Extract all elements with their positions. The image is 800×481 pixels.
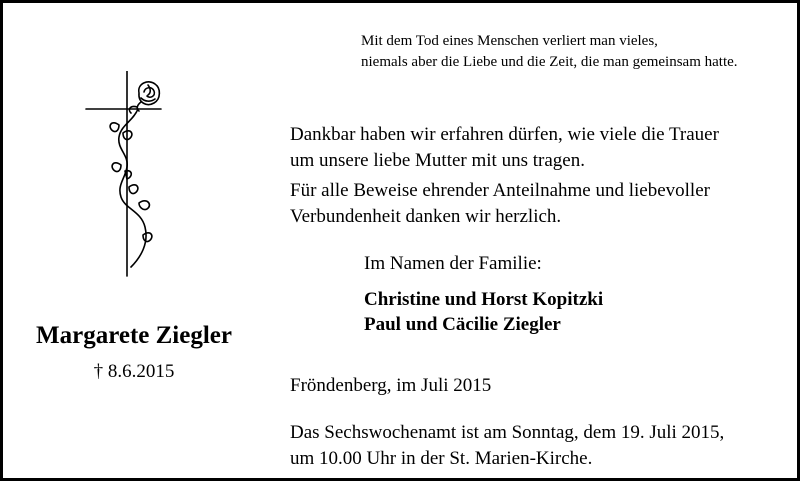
- signer-name: Christine und Horst Kopitzki: [364, 289, 604, 310]
- family-intro: Im Namen der Familie:: [364, 253, 542, 274]
- place-and-date: Fröndenberg, im Juli 2015: [290, 375, 492, 396]
- quote-line-1: Mit dem Tod eines Menschen verliert man vieles,: [361, 33, 658, 49]
- death-date: † 8.6.2015: [93, 361, 175, 382]
- service-line-1: Das Sechswochenamt ist am Sonntag, dem 19. Juli 2015,: [290, 422, 725, 443]
- quote-line-2: niemals aber die Liebe und die Zeit, die man gemeinsam hatte.: [361, 54, 738, 70]
- deceased-name: Margarete Ziegler: [36, 322, 232, 349]
- service-line-2: um 10.00 Uhr in der St. Marien-Kirche.: [290, 448, 593, 469]
- thanks-p2-line-2: Verbundenheit danken wir herzlich.: [290, 206, 562, 227]
- thanks-paragraph-2: [290, 178, 710, 230]
- memorial-quote: [361, 31, 738, 73]
- service-announcement: [290, 420, 724, 472]
- thanks-paragraph-1: [290, 122, 719, 174]
- thanks-p1-line-2: um unsere liebe Mutter mit uns tragen.: [290, 150, 585, 171]
- family-signers: [364, 287, 603, 337]
- thanks-p2-line-1: Für alle Beweise ehrender Anteilnahme und liebevoller: [290, 180, 710, 201]
- thanks-p1-line-1: Dankbar haben wir erfahren dürfen, wie viele die Trauer: [290, 124, 719, 145]
- signer-name: Paul und Cäcilie Ziegler: [364, 314, 561, 335]
- cross-with-rose-icon: [81, 71, 181, 281]
